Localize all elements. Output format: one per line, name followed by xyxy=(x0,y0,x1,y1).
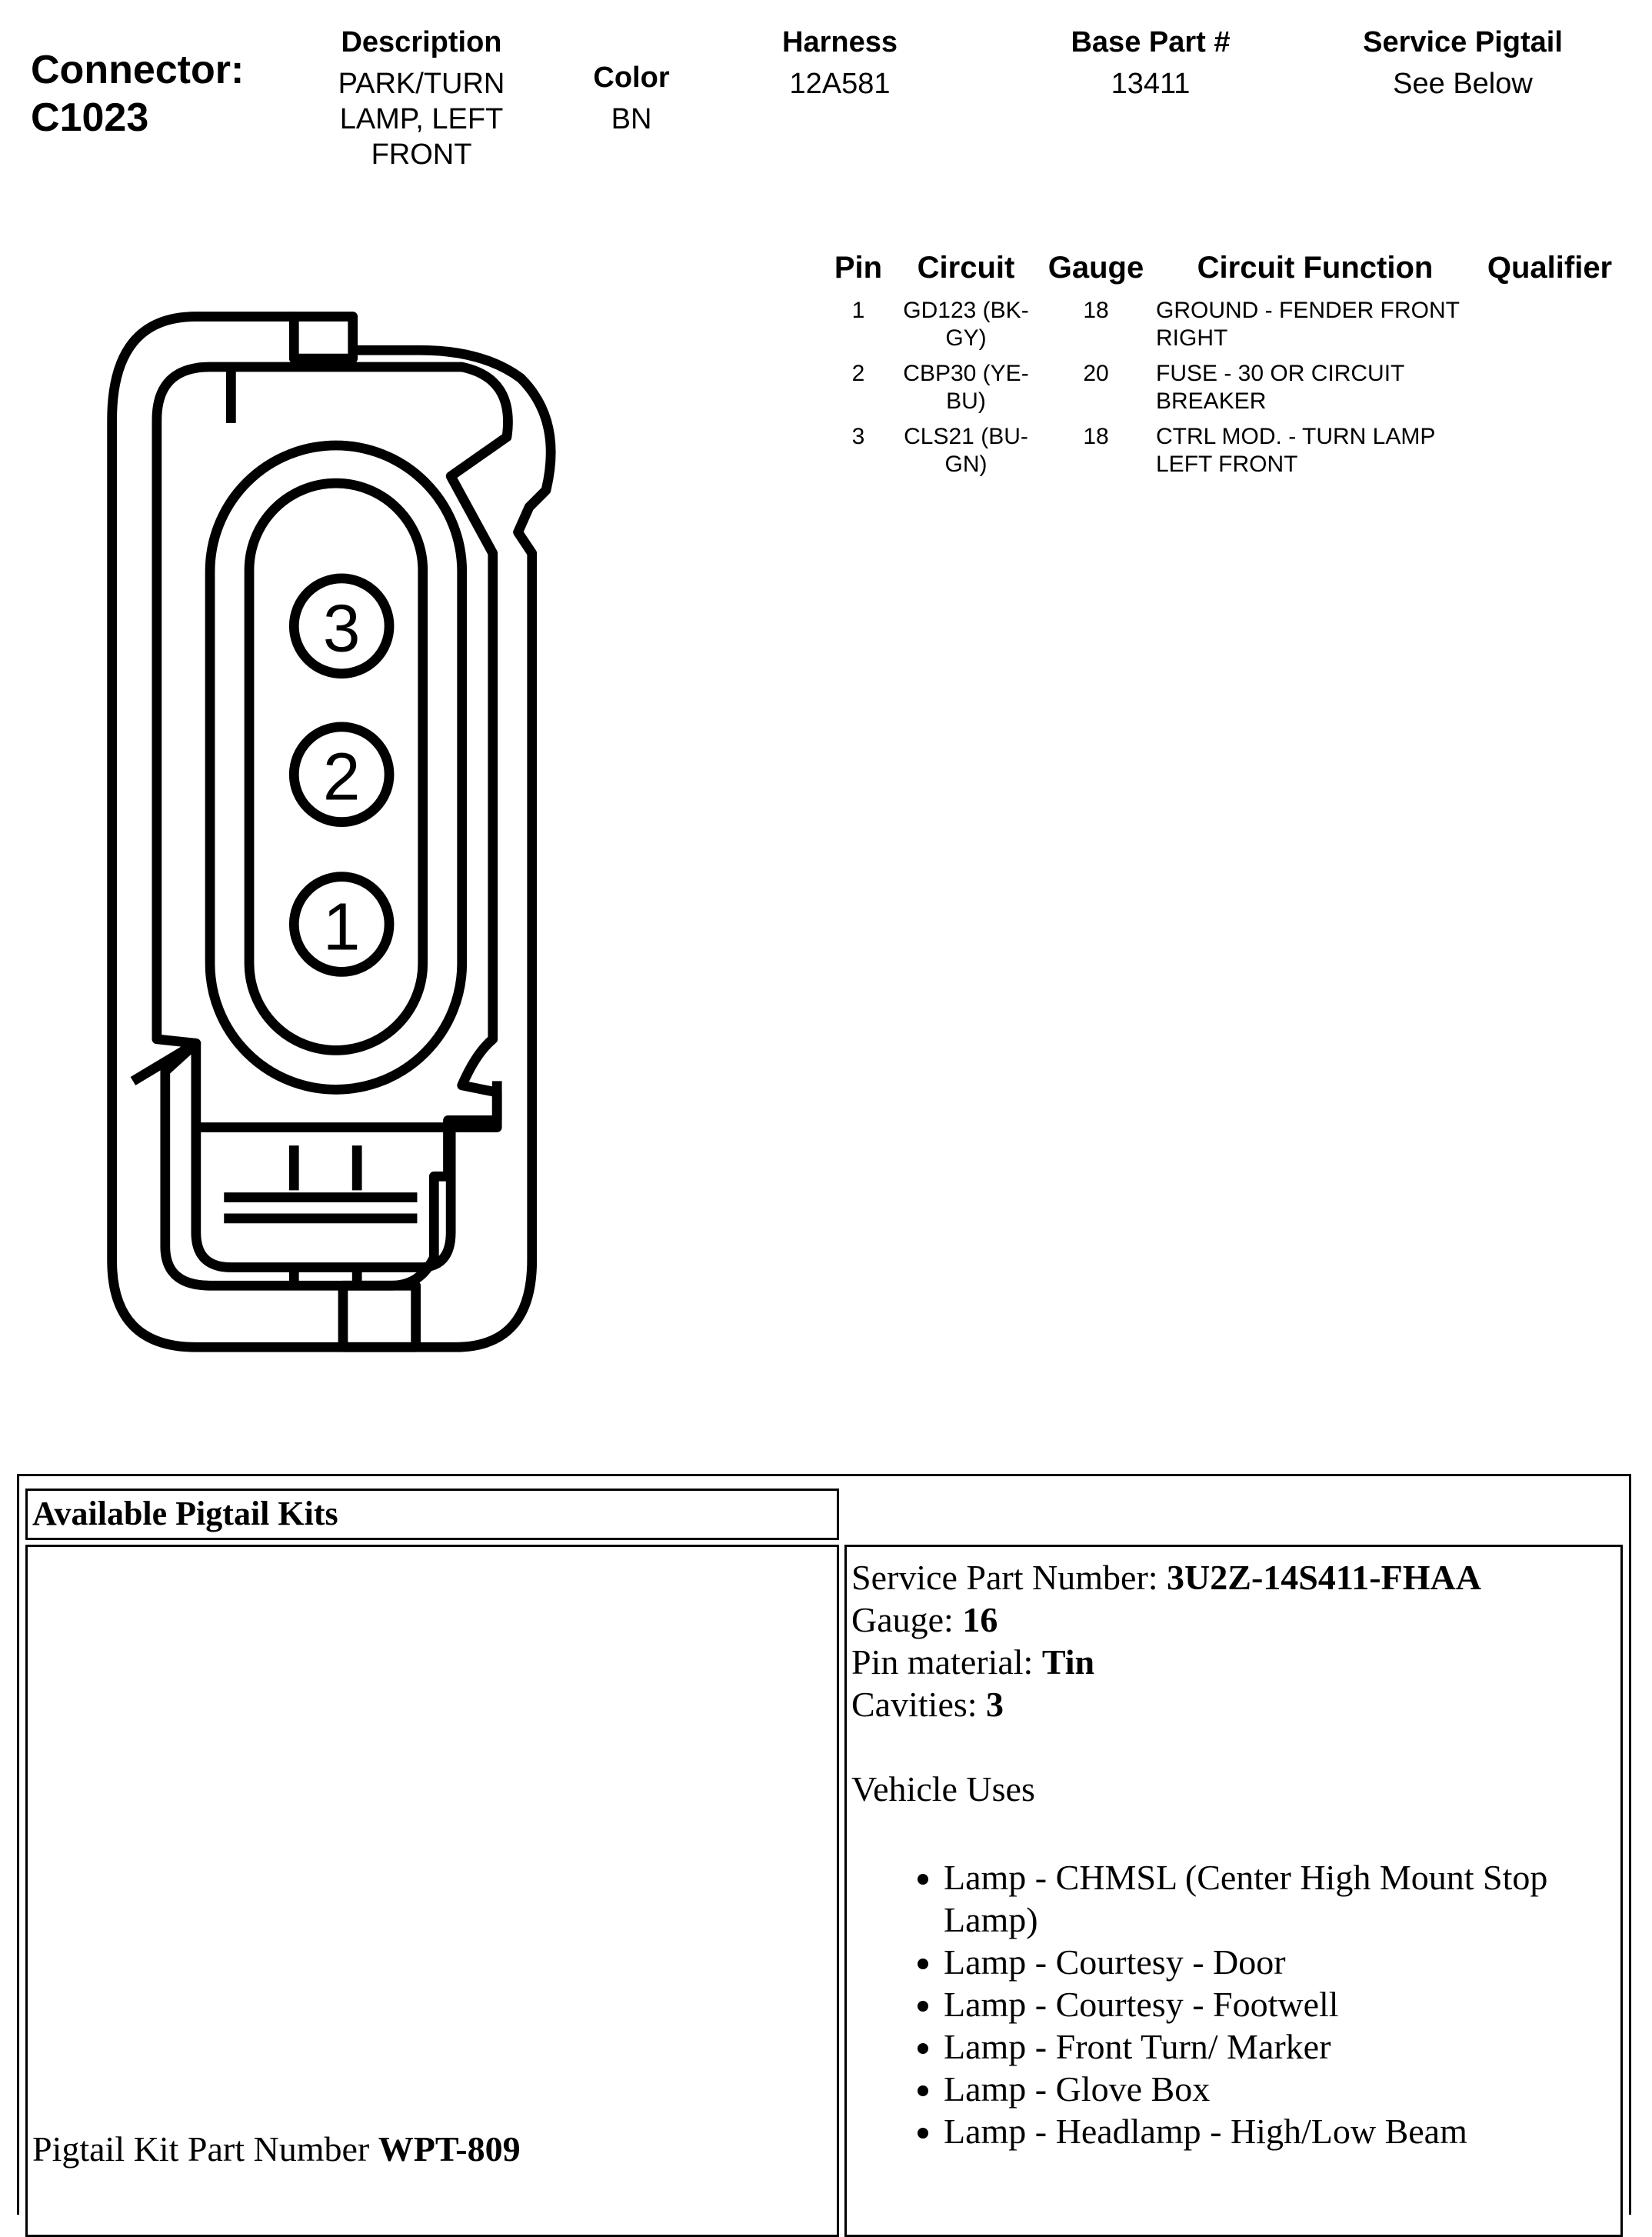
cavities-line xyxy=(851,1683,1616,1725)
service-part-label: Service Part Number: xyxy=(851,1558,1167,1597)
pin-material-label: Pin material: xyxy=(851,1642,1042,1682)
base-part-label: Base Part # xyxy=(1071,26,1231,58)
pin-material-value: Tin xyxy=(1041,1642,1095,1682)
gauge-value: 16 xyxy=(962,1600,998,1639)
pin-number: 1 xyxy=(851,298,865,323)
color-value: BN xyxy=(611,103,652,135)
pin-number: 2 xyxy=(851,361,865,386)
list-item: • Lamp - CHMSL (Center High Mount Stop Lamp) xyxy=(944,1856,1616,1941)
latch-lower xyxy=(133,1043,497,1267)
circuit-function-header: Circuit Function xyxy=(1197,251,1434,285)
service-part-number: 3U2Z-14S411-FHAA xyxy=(1167,1558,1481,1597)
harness-label: Harness xyxy=(782,26,898,58)
description-value: PARK/TURN LAMP, LEFT FRONT xyxy=(338,68,505,171)
pin-material-line xyxy=(851,1641,1616,1683)
vehicle-uses-list xyxy=(851,1856,1616,2152)
gauge-line xyxy=(851,1599,1616,1641)
service-pigtail-label: Service Pigtail xyxy=(1363,26,1563,58)
harness-value: 12A581 xyxy=(789,68,891,100)
circuit-function: FUSE - 30 OR CIRCUIT BREAKER xyxy=(1156,361,1404,414)
gauge-header: Gauge xyxy=(1047,251,1144,285)
vehicle-uses-label: Vehicle Uses xyxy=(851,1769,1035,1809)
cavities-label: Cavities: xyxy=(851,1685,987,1724)
circuit-header: Circuit xyxy=(917,251,1015,285)
pin-3-label: 3 xyxy=(322,590,361,666)
pigtail-kit-number: WPT-809 xyxy=(378,2129,521,2169)
gauge-value: 20 xyxy=(1083,361,1109,386)
connector-top-tab xyxy=(294,317,352,359)
pigtail-title: Available Pigtail Kits xyxy=(32,1495,338,1532)
service-part-cell xyxy=(844,1545,1623,2237)
list-item: • Lamp - Courtesy - Footwell xyxy=(944,1983,1616,2025)
pigtail-kit-label: Pigtail Kit Part Number xyxy=(32,2129,378,2169)
color-label: Color xyxy=(593,62,670,94)
gauge-label: Gauge: xyxy=(851,1600,963,1639)
pin-number: 3 xyxy=(851,424,865,449)
circuit-function: GROUND - FENDER FRONT RIGHT xyxy=(1156,298,1460,351)
circuit-code: CLS21 (BU-GN) xyxy=(904,424,1028,477)
connector-bottom-tab xyxy=(343,1285,416,1347)
qualifier-header: Qualifier xyxy=(1487,251,1613,285)
pigtail-kit-cell xyxy=(25,1545,839,2237)
pin-2-label: 2 xyxy=(322,738,361,815)
list-item: • Lamp - Front Turn/ Marker xyxy=(944,2025,1616,2068)
pin-header: Pin xyxy=(834,251,883,285)
list-item: • Lamp - Glove Box xyxy=(944,2068,1616,2110)
list-item: • Lamp - Courtesy - Door xyxy=(944,1941,1616,1983)
description-label: Description xyxy=(341,26,502,58)
circuit-code: GD123 (BK-GY) xyxy=(903,298,1029,351)
base-part-value: 13411 xyxy=(1111,68,1191,100)
circuit-code: CBP30 (YE-BU) xyxy=(903,361,1029,414)
pigtail-kit-line xyxy=(32,2128,521,2170)
pin-1-label: 1 xyxy=(322,888,361,965)
cavities-value: 3 xyxy=(986,1685,1004,1724)
gauge-value: 18 xyxy=(1083,424,1109,449)
pigtail-header-cell xyxy=(25,1489,839,1540)
circuit-function: CTRL MOD. - TURN LAMP LEFT FRONT xyxy=(1156,424,1435,477)
connector-id: C1023 xyxy=(31,95,149,140)
gauge-value: 18 xyxy=(1083,298,1109,323)
service-part-line xyxy=(851,1556,1616,1599)
service-pigtail-value: See Below xyxy=(1393,68,1533,100)
connector-label: Connector: xyxy=(31,48,245,92)
list-item: • Lamp - Headlamp - High/Low Beam xyxy=(944,2110,1616,2152)
